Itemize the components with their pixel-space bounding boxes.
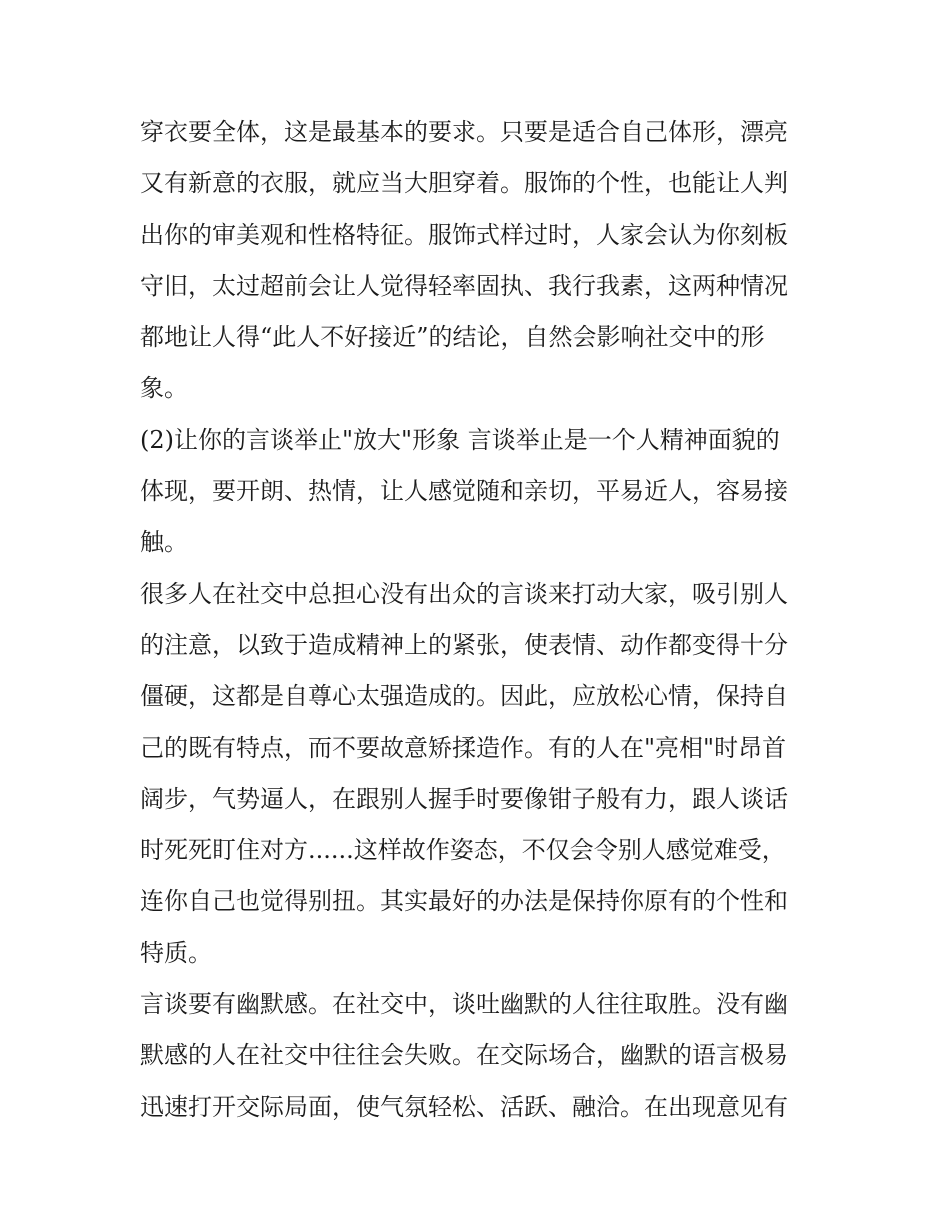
text-line: 言谈要有幽默感。在社交中，谈吐幽默的人往往取胜。没有幽 xyxy=(140,990,788,1019)
text-line: 迅速打开交际局面，使气氛轻松、活跃、融洽。在出现意见有 xyxy=(140,1092,788,1121)
text-line: 出你的审美观和性格特征。服饰式样过时，人家会认为你刻板 xyxy=(140,220,788,249)
text-line: 穿衣要全体，这是最基本的要求。只要是适合自己体形，漂亮 xyxy=(140,118,788,146)
section-heading-line: (2)让你的言谈举止"放大"形象 言谈举止是一个人精神面貌的 xyxy=(140,425,780,454)
body-text xyxy=(140,107,815,1133)
text-line: 时死死盯住对方......这样故作姿态，不仅会令别人感觉难受， xyxy=(140,836,786,865)
text-line: 体现，要开朗、热情，让人感觉随和亲切，平易近人，容易接 xyxy=(140,477,788,506)
text-line: 阔步，气势逼人，在跟别人握手时要像钳子般有力，跟人谈话 xyxy=(140,784,788,813)
text-line: 僵硬，这都是自尊心太强造成的。因此，应放松心情，保持自 xyxy=(140,682,788,711)
text-line: 都地让人得“此人不好接近”的结论，自然会影响社交中的形 xyxy=(140,323,765,352)
text-line: 很多人在社交中总担心没有出众的言谈来打动大家，吸引别人 xyxy=(140,579,788,608)
text-line: 象。 xyxy=(140,374,188,403)
text-line: 守旧，太过超前会让人觉得轻率固执、我行我素，这两种情况 xyxy=(140,271,788,300)
text-line: 特质。 xyxy=(140,938,212,967)
text-line: 连你自己也觉得别扭。其实最好的办法是保持你原有的个性和 xyxy=(140,887,788,916)
text-line: 的注意，以致于造成精神上的紧张，使表情、动作都变得十分 xyxy=(140,630,788,659)
text-line: 触。 xyxy=(140,528,188,557)
text-line: 默感的人在社交中往往会失败。在交际场合，幽默的语言极易 xyxy=(140,1041,788,1070)
text-line: 又有新意的衣服，就应当大胆穿着。服饰的个性，也能让人判 xyxy=(140,169,788,198)
text-line: 己的既有特点，而不要故意矫揉造作。有的人在"亮相"时昂首 xyxy=(140,733,787,762)
